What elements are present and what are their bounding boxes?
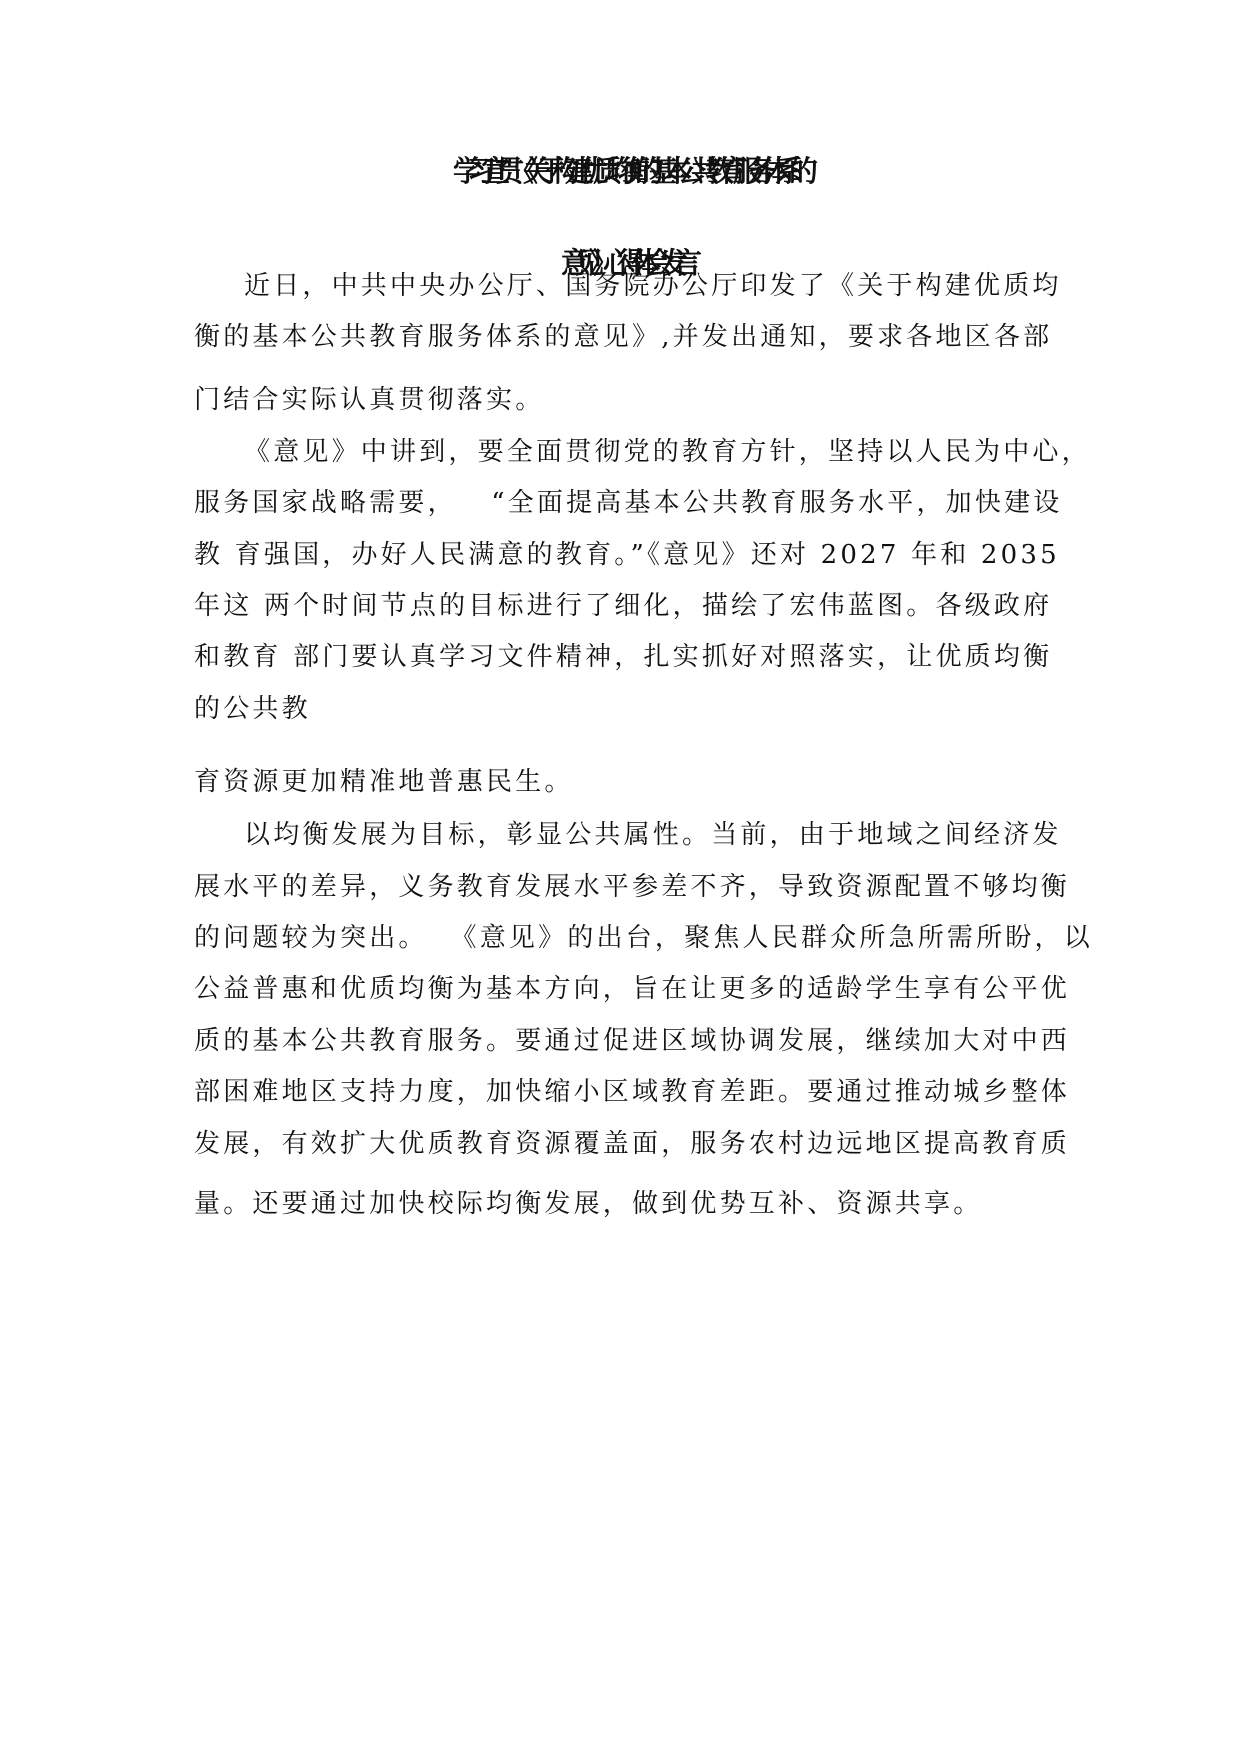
paragraph-2-line-2: 服务国家战略需要， “全面提高基本公共教育服务水平，加快建设 [194, 488, 1063, 518]
paragraph-1-line-1: 近日，中共中央办公厅、国务院办公厅印发了《关于构建优质均 [244, 271, 1062, 301]
document-title-line-1: 学习宣贯《关于构建优质均衡的基本公共教育服务体系的 [452, 154, 803, 188]
paragraph-3-line-8: 量。还要通过加快校际均衡发展，做到优势互补、资源共享。 [194, 1189, 983, 1219]
paragraph-2-line-4: 年这 两个时间节点的目标进行了细化，描绘了宏伟蓝图。各级政府 [194, 591, 1053, 621]
paragraph-2-line-3: 教 育强国，办好人民满意的教育。”《意见》还对 2027 年和 2035 [194, 540, 1060, 570]
paragraph-2-line-1: 《意见》中讲到，要全面贯彻党的教育方针，坚持以人民为中心， [244, 437, 1091, 467]
paragraph-3-line-1: 以均衡发展为目标，彰显公共属性。当前，由于地域之间经济发 [244, 820, 1062, 850]
paragraph-2-line-7: 育资源更加精准地普惠民生。 [194, 767, 574, 797]
paragraph-3-line-3: 的问题较为突出。 《意见》的出台，聚焦人民群众所急所需所盼，以 [194, 923, 1093, 953]
paragraph-3-line-5: 质的基本公共教育服务。要通过促进区域协调发展，继续加大对中西 [194, 1026, 1071, 1056]
paragraph-2-line-5: 和教育 部门要认真学习文件精神，扎实抓好对照落实，让优质均衡 [194, 642, 1053, 672]
paragraph-3-line-2: 展水平的差异，义务教育发展水平参差不齐，导致资源配置不够均衡 [194, 872, 1071, 902]
paragraph-2-line-6: 的公共教 [194, 694, 311, 724]
paragraph-1-line-2: 衡的基本公共教育服务体系的意见》,并发出通知，要求各地区各部 [194, 322, 1053, 352]
paragraph-3-line-4: 公益普惠和优质均衡为基本方向，旨在让更多的适龄学生享有公平优 [194, 974, 1071, 1004]
paragraph-3-line-7: 发展，有效扩大优质教育资源覆盖面，服务农村边远地区提高教育质 [194, 1129, 1071, 1159]
paragraph-1-line-3: 门结合实际认真贯彻落实。 [194, 385, 545, 415]
document-title-line-2: 意见》心得体会发言 [560, 246, 687, 280]
paragraph-3-line-6: 部困难地区支持力度，加快缩小区域教育差距。要通过推动城乡整体 [194, 1077, 1071, 1107]
